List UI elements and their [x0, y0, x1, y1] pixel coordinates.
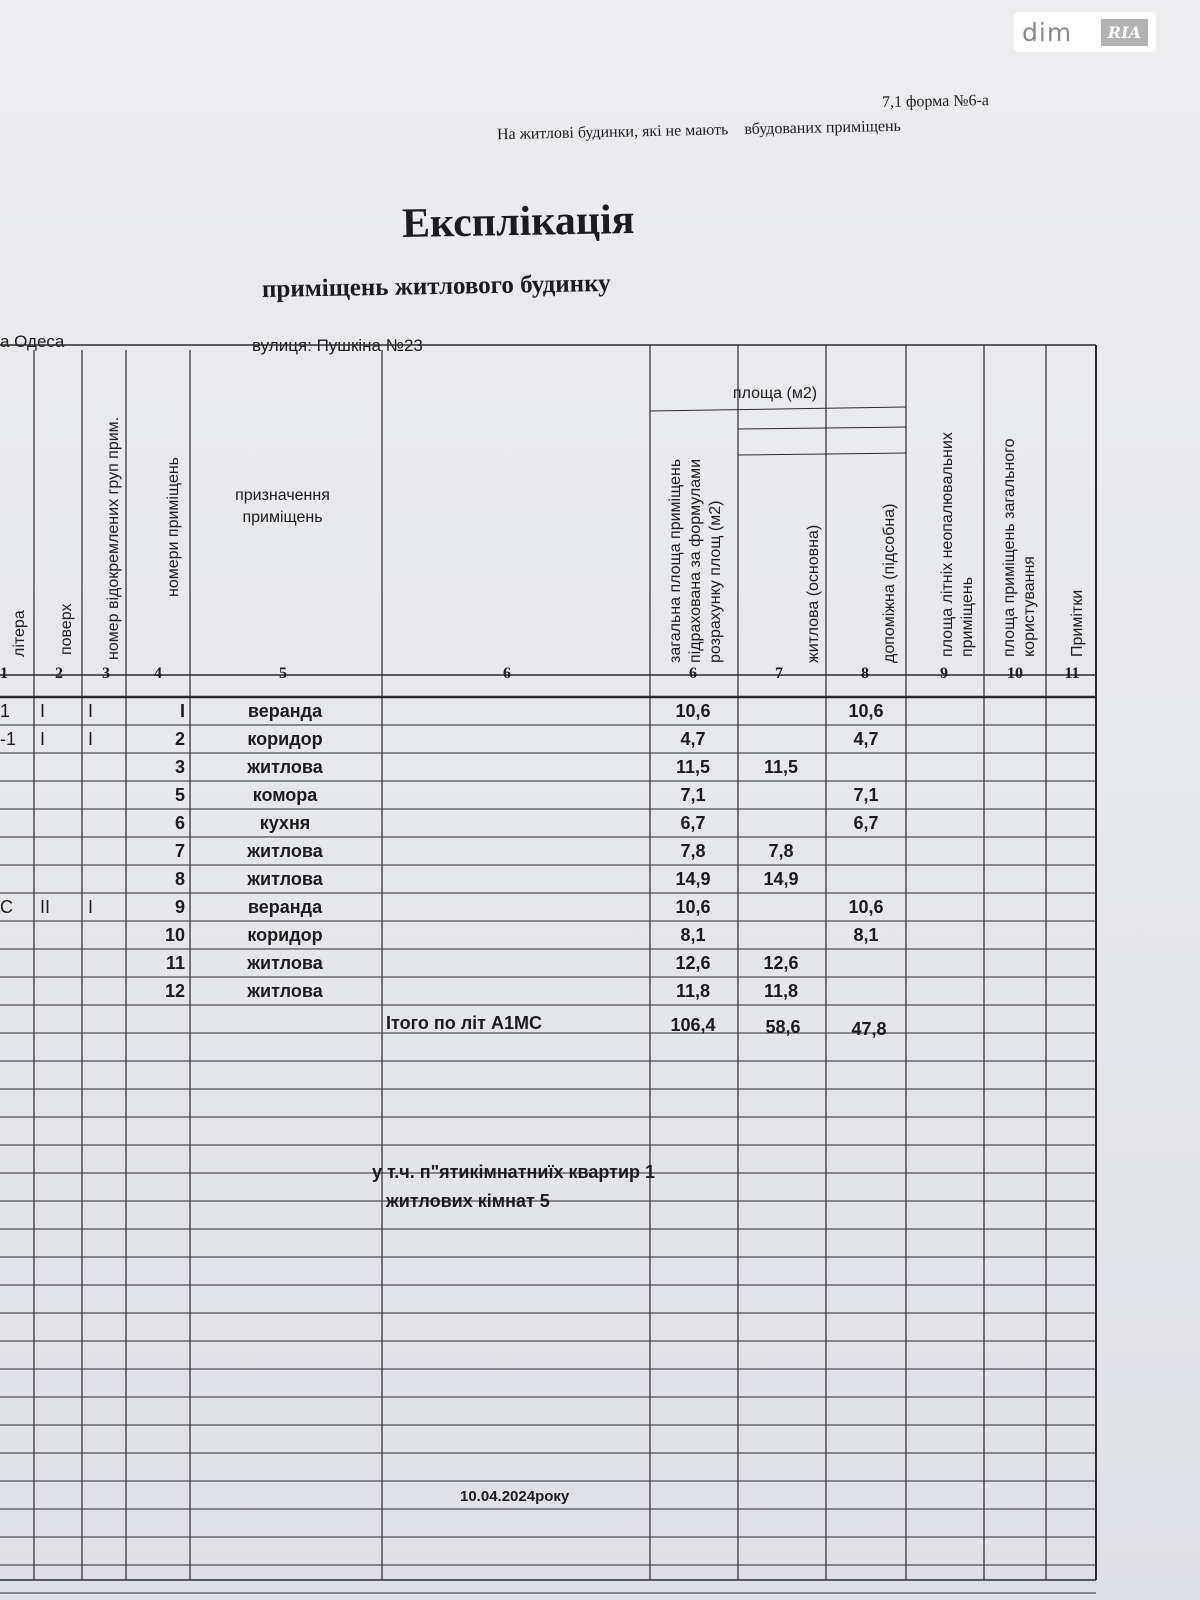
cell-living-area: 12,6 — [763, 953, 799, 973]
form-note: На житлові будинки, які не мають вбудованих приміщень — [496, 117, 902, 144]
col-header-total-area: загальна площа приміщень підрахована за формулами розрахунку площ (м2) — [667, 458, 724, 663]
cell-purpose: коридор — [247, 925, 323, 945]
col-number: 8 — [861, 665, 869, 682]
cell-aux-area: 7,1 — [853, 785, 879, 805]
col-number: 3 — [102, 665, 110, 682]
cell-aux-area: 10,6 — [848, 701, 884, 721]
col-number: 2 — [55, 665, 63, 682]
cell-purpose: житлова — [247, 869, 323, 889]
col-header-poverkh: поверх — [58, 603, 75, 655]
grid-line — [650, 407, 906, 411]
cell-room-number: 3 — [174, 757, 185, 777]
document-title: Експлікація — [401, 196, 635, 248]
col-header-litera: літера — [11, 610, 28, 657]
cell-room-number: 5 — [174, 785, 185, 805]
col-number: 6 — [503, 665, 511, 682]
watermark-logo — [1014, 12, 1156, 52]
note-living-rooms: житлових кімнат 5 — [386, 1191, 550, 1211]
form-number: 7,1 форма №6-а — [881, 92, 990, 111]
col-number: 11 — [1064, 665, 1080, 682]
col-number: 6 — [689, 665, 697, 682]
cell-litera: -1 — [0, 729, 17, 749]
cell-floor: II — [40, 897, 51, 917]
cell-purpose: житлова — [247, 953, 323, 973]
col-number: 1 — [0, 665, 8, 682]
cell-group: I — [88, 701, 94, 721]
totals-label: Ітого по літ А1МС — [386, 1013, 542, 1033]
cell-floor: I — [40, 729, 46, 749]
col-header-common: площа приміщень загального користування — [1001, 438, 1038, 657]
watermark-badge: RIA — [1101, 19, 1148, 46]
cell-total-area: 4,7 — [680, 729, 706, 749]
cell-purpose: веранда — [247, 897, 323, 917]
cell-aux-area: 6,7 — [853, 813, 879, 833]
cell-total-area: 14,9 — [675, 869, 711, 889]
totals-aux-area: 47,8 — [851, 1019, 887, 1039]
cell-total-area: 12,6 — [675, 953, 711, 973]
totals-living-area: 58,6 — [765, 1017, 801, 1037]
col-number: 10 — [1007, 665, 1023, 682]
cell-purpose: житлова — [247, 981, 323, 1001]
totals-total-area: 106,4 — [670, 1015, 716, 1035]
cell-purpose: веранда — [247, 701, 323, 721]
cell-living-area: 11,5 — [763, 757, 799, 777]
document-date: 10.04.2024року — [460, 1488, 570, 1505]
col-header-area-group: площа (м2) — [732, 385, 818, 402]
document-subtitle: приміщень житлового будинку — [261, 269, 611, 304]
col-number: 7 — [775, 665, 783, 682]
cell-group: I — [88, 897, 94, 917]
grid-line — [738, 453, 906, 455]
cell-aux-area: 10,6 — [848, 897, 884, 917]
col-number: 4 — [154, 665, 162, 682]
cell-total-area: 6,7 — [680, 813, 706, 833]
cell-room-number: 12 — [164, 981, 185, 1001]
cell-purpose: житлова — [247, 841, 323, 861]
cell-aux-area: 8,1 — [853, 925, 879, 945]
cell-total-area: 8,1 — [680, 925, 706, 945]
grid-line — [738, 427, 906, 429]
cell-purpose: кухня — [259, 813, 311, 833]
col-number: 9 — [940, 665, 948, 682]
cell-living-area: 7,8 — [768, 841, 794, 861]
cell-total-area: 10,6 — [675, 701, 711, 721]
cell-room-number: 7 — [174, 841, 185, 861]
col-header-purpose: призначення приміщень — [235, 487, 330, 526]
col-header-living: житлова (основна) — [805, 524, 822, 663]
note-apartments: у т.ч. п"ятикімнатниїх квартир 1 — [372, 1162, 656, 1182]
cell-total-area: 7,8 — [680, 841, 706, 861]
cell-living-area: 11,8 — [763, 981, 799, 1001]
col-header-group-no: номер відокремлених груп прим. — [105, 416, 122, 660]
cell-litera: С — [0, 897, 13, 917]
cell-purpose: коридор — [247, 729, 323, 749]
cell-purpose: комора — [252, 785, 318, 805]
cell-aux-area: 4,7 — [853, 729, 879, 749]
cell-total-area: 10,6 — [675, 897, 711, 917]
street-label: вулиця: Пушкіна №23 — [252, 336, 423, 355]
cell-room-number: 2 — [174, 729, 185, 749]
cell-purpose: житлова — [247, 757, 323, 777]
col-header-summer: площа літніх неопалювальних приміщень — [939, 432, 976, 657]
col-header-aux: допоміжна (підсобна) — [881, 503, 898, 663]
cell-room-number: I — [179, 701, 185, 721]
city-label: а Одеса — [0, 332, 65, 351]
cell-litera: 1 — [0, 701, 11, 721]
cell-total-area: 11,5 — [675, 757, 711, 777]
cell-room-number: 9 — [174, 897, 185, 917]
col-header-notes: Примітки — [1069, 589, 1086, 657]
explication-table — [0, 345, 1100, 1595]
cell-room-number: 8 — [174, 869, 185, 889]
cell-floor: I — [40, 701, 46, 721]
cell-room-number: 6 — [174, 813, 185, 833]
cell-group: I — [88, 729, 94, 749]
col-header-room-no: номери приміщень — [165, 456, 182, 597]
cell-living-area: 14,9 — [763, 869, 799, 889]
col-number: 5 — [279, 665, 287, 682]
cell-total-area: 7,1 — [680, 785, 706, 805]
cell-room-number: 11 — [165, 953, 185, 973]
cell-room-number: 10 — [164, 925, 185, 945]
watermark-brand: dim — [1022, 17, 1073, 47]
cell-total-area: 11,8 — [675, 981, 711, 1001]
